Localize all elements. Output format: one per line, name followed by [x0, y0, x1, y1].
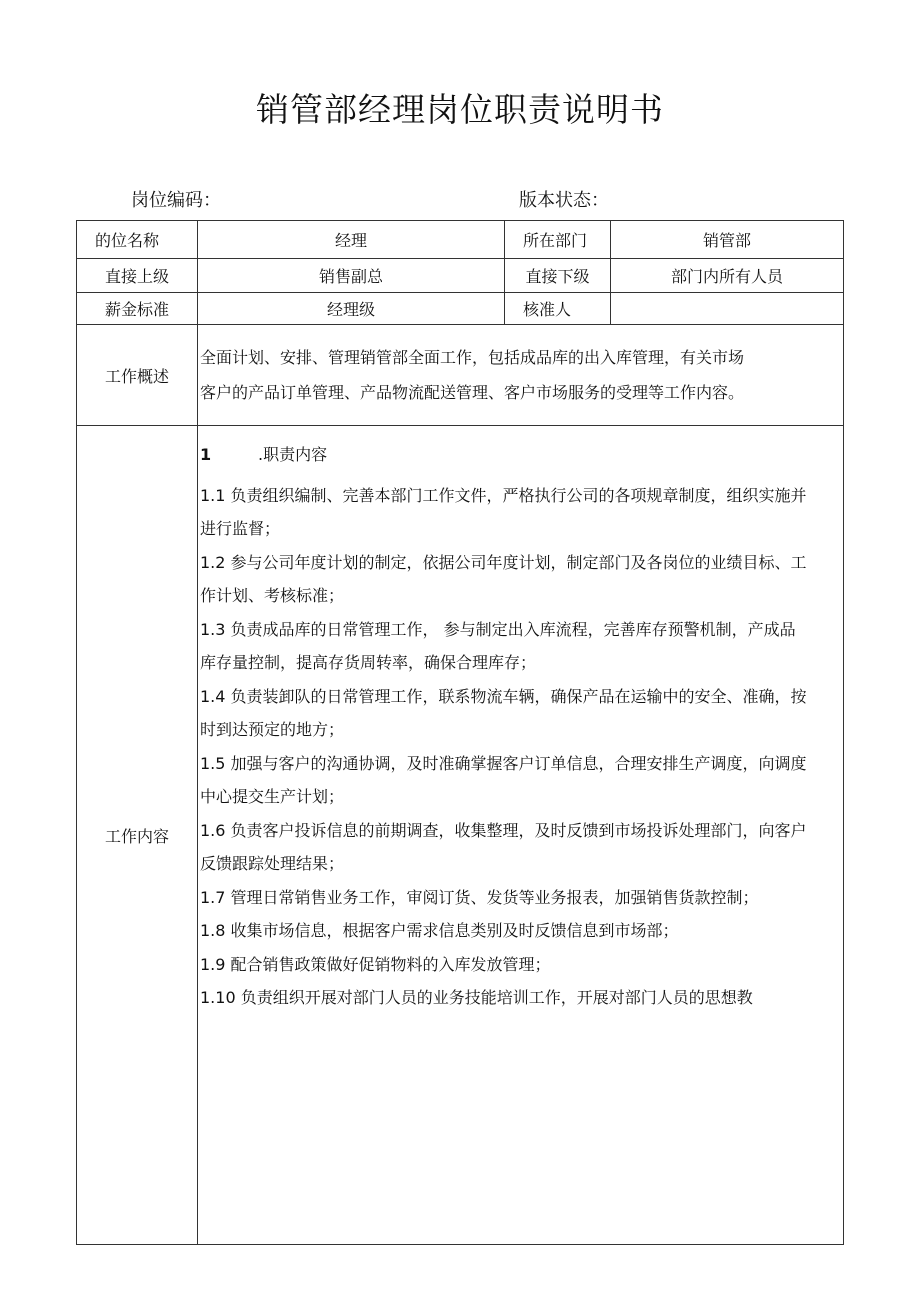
content-line: 1.2 参与公司年度计划的制定，依据公司年度计划，制定部门及各岗位的业绩目标、工 — [200, 552, 807, 572]
content-line: 1.1 负责组织编制、完善本部门工作文件，严格执行公司的各项规章制度，组织实施并 — [200, 485, 807, 505]
position-code-label: 岗位编码： — [131, 190, 221, 211]
table-row — [77, 426, 844, 1245]
salary-label: 薪金标准 — [77, 293, 198, 325]
content-line: 1.8 收集市场信息，根据客户需求信息类别及时反馈信息到市场部； — [200, 921, 679, 940]
content-line: 时到达预定的地方； — [200, 720, 345, 739]
subordinate-label: 直接下级 — [505, 259, 611, 293]
content-line: 1.9 配合销售政策做好促销物料的入库发放管理； — [200, 954, 551, 974]
content-line: 反馈跟踪处理结果； — [200, 854, 345, 873]
overview-cell — [198, 325, 844, 426]
content-heading-number: 1 — [200, 445, 212, 464]
content-line: 1.10 负责组织开展对部门人员的业务技能培训工作，开展对部门人员的思想教 — [200, 988, 753, 1007]
overview-text — [198, 340, 843, 410]
content-line: 1.7 管理日常销售业务工作，审阅订货、发货等业务报表，加强销售货款控制； — [200, 887, 759, 907]
content-line: 中心提交生产计划； — [200, 787, 345, 806]
subordinate-value: 部门内所有人员 — [611, 259, 844, 293]
content-heading-text: .职责内容 — [258, 445, 328, 464]
overview-line: 客户的产品订单管理、产品物流配送管理、客户市场服务的受理等工作内容。 — [200, 383, 745, 402]
approver-label: 核准人 — [505, 293, 611, 325]
table-row — [77, 259, 844, 293]
position-name-label: 的位名称 — [77, 221, 198, 259]
table-row — [77, 325, 844, 426]
content-heading — [200, 438, 841, 472]
table-row — [77, 221, 844, 259]
content-line: 1.3 负责成品库的日常管理工作， 参与制定出入库流程，完善库存预警机制，产成品 — [200, 619, 796, 639]
overview-label: 工作概述 — [77, 325, 198, 426]
position-name-value: 经理 — [198, 221, 505, 259]
department-value: 销管部 — [611, 221, 844, 259]
content-line: 1.6 负责客户投诉信息的前期调查，收集整理，及时反馈到市场投诉处理部门，向客户 — [200, 820, 807, 840]
department-label: 所在部门 — [505, 221, 611, 259]
job-description-table — [76, 220, 844, 1245]
table-row — [77, 293, 844, 325]
superior-value: 销售副总 — [198, 259, 505, 293]
version-status-label: 版本状态： — [519, 190, 609, 211]
approver-value — [611, 293, 844, 325]
content-cell — [198, 426, 844, 1245]
salary-value: 经理级 — [198, 293, 505, 325]
document-title: 销管部经理岗位职责说明书 — [256, 90, 664, 129]
content-line: 1.5 加强与客户的沟通协调，及时准确掌握客户订单信息，合理安排生产调度，向调度 — [200, 753, 807, 773]
content-line: 库存量控制，提高存货周转率，确保合理库存； — [200, 653, 537, 672]
overview-line: 全面计划、安排、管理销管部全面工作，包括成品库的出入库管理，有关市场 — [200, 348, 745, 367]
content-line: 1.4 负责装卸队的日常管理工作，联系物流车辆，确保产品在运输中的安全、准确，按 — [200, 686, 807, 706]
content-line: 作计划、考核标准； — [200, 586, 345, 605]
superior-label: 直接上级 — [77, 259, 198, 293]
content-line: 进行监督； — [200, 519, 281, 538]
content-label: 工作内容 — [77, 426, 198, 1245]
content-text — [198, 426, 843, 1015]
